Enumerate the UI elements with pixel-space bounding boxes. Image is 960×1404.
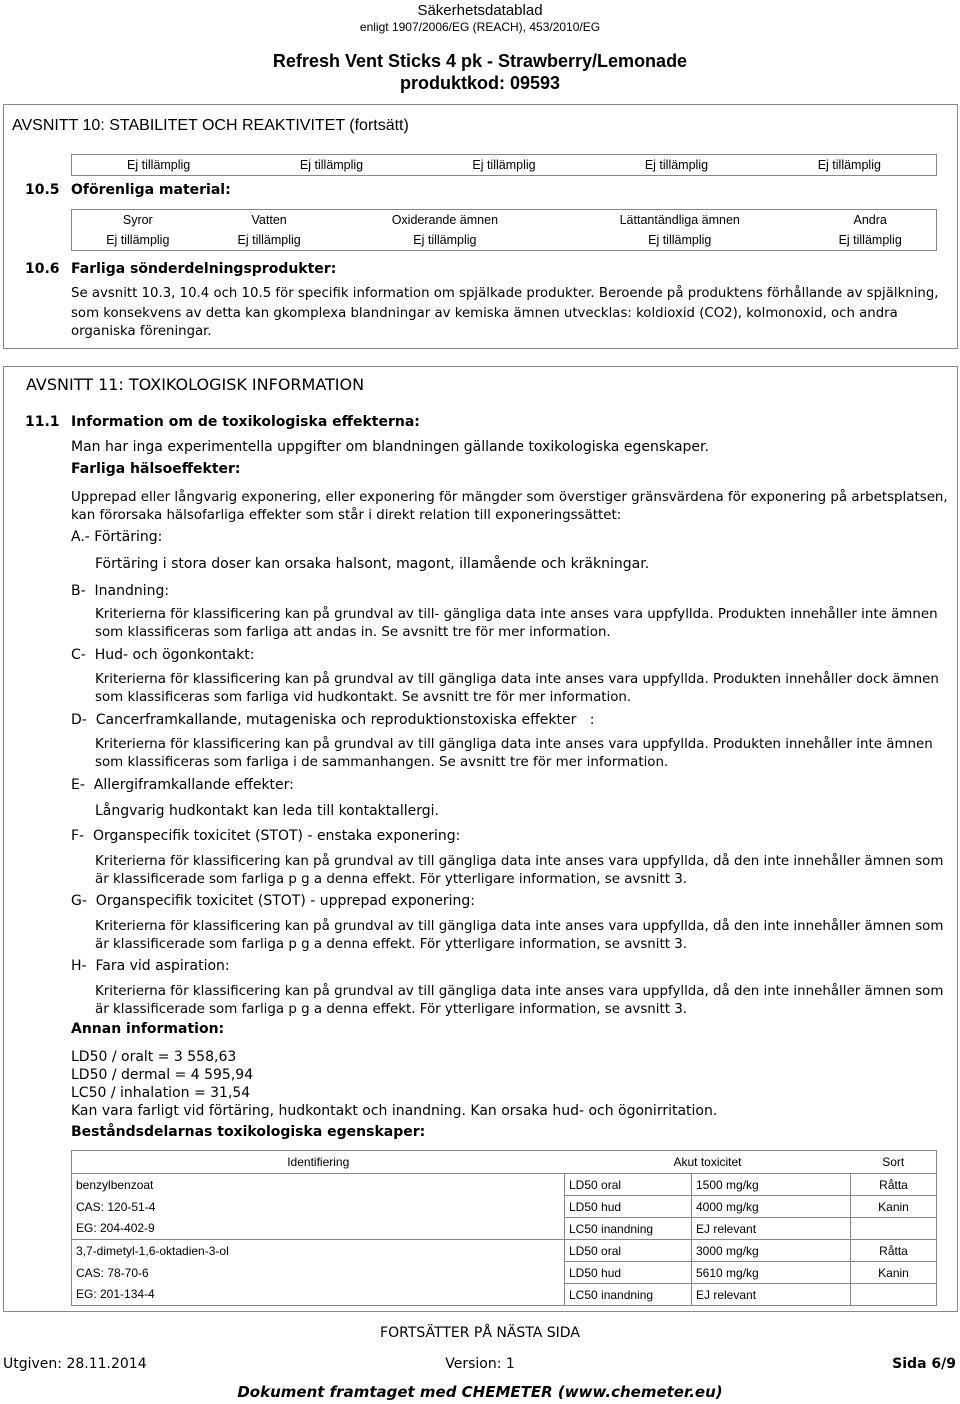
header-cell: Lättantändliga ämnen (619, 213, 740, 227)
s105-table (71, 209, 937, 251)
s106-text-1: Se avsnitt 10.3, 10.4 och 10.5 för specifik information om spjälkade produkter. Beroende på produktens förhållande av spjälkning, (71, 286, 939, 301)
item-b-text-2: som klassificeras som farliga att andas in. Se avsnitt tre för mer information. (95, 625, 611, 640)
table-row (72, 1196, 937, 1218)
other-info-1: LD50 / oralt = 3 558,63 (71, 1049, 237, 1065)
doc-type: Säkerhetsdatablad (417, 2, 543, 19)
test-type: LC50 inandning (565, 1218, 692, 1240)
item-a-label: A.- Förtäring: (71, 529, 163, 545)
item-b-label: B- Inandning: (71, 583, 170, 599)
item-e-label: E- Allergiframkallande effekter: (71, 777, 294, 793)
section-10-top-row (71, 154, 937, 176)
test-type: LC50 inandning (565, 1284, 692, 1306)
substance-name: benzylbenzoat (72, 1174, 565, 1196)
test-value: 4000 mg/kg (692, 1196, 851, 1218)
cell: Ej tillämplig (413, 233, 477, 247)
components-title: Beståndsdelarnas toxikologiska egenskaper: (71, 1124, 426, 1140)
item-d-text-1: Kriterierna för klassificering kan på grundval av till gängliga data inte anses vara uppfyllda. Produkten innehåller inte ämnen (95, 737, 933, 752)
header-sort: Sort (882, 1155, 905, 1169)
table-row (72, 1262, 937, 1284)
table-row (72, 1240, 937, 1262)
regulation: enligt 1907/2006/EG (REACH), 453/2010/EG (359, 20, 601, 34)
cell: Ej tillämplig (106, 233, 170, 247)
s111-title: Information om de toxikologiska effekterna: (71, 414, 420, 430)
header-identifiering: Identifiering (287, 1155, 350, 1169)
header-cell: Syror (122, 213, 153, 227)
other-info-4: Kan vara farligt vid förtäring, hudkontakt och inandning. Kan orsaka hud- och ögonirritation. (71, 1103, 718, 1119)
page-number: Sida 6/9 (892, 1356, 956, 1372)
species: Kanin (851, 1262, 937, 1284)
s106-title: Farliga sönderdelningsprodukter: (71, 261, 337, 277)
continues-note: FORTSÄTTER PÅ NÄSTA SIDA (380, 1325, 580, 1341)
item-c-label: C- Hud- och ögonkontakt: (71, 647, 255, 663)
test-type: LD50 hud (565, 1262, 692, 1284)
test-value: EJ relevant (692, 1284, 851, 1306)
generated-by: Dokument framtaget med CHEMETER (www.chemeter.eu) (237, 1383, 723, 1401)
item-a-text-1: Förtäring i stora doser kan orsaka halsont, magont, illamående och kräkningar. (95, 556, 650, 572)
species (851, 1218, 937, 1240)
version: Version: 1 (445, 1356, 515, 1372)
test-value: 5610 mg/kg (692, 1262, 851, 1284)
s106-text-2: som konsekvens av detta kan gkomplexa blandningar av kemiska ämnen utvecklas: koldioxid (CO2), kolmonoxid, och andra (71, 306, 898, 321)
test-type: LD50 oral (565, 1240, 692, 1262)
item-e-text-1: Långvarig hudkontakt kan leda till kontaktallergi. (95, 803, 439, 819)
header-cell: Andra (853, 213, 887, 227)
species: Råtta (851, 1174, 937, 1196)
cell: Ej tillämplig (644, 158, 709, 172)
s105-number: 10.5 (25, 182, 60, 198)
health-effects-title: Farliga hälsoeffekter: (71, 461, 241, 477)
test-value: 3000 mg/kg (692, 1240, 851, 1262)
item-f-text-1: Kriterierna för klassificering kan på grundval av till gängliga data inte anses vara uppfyllda, då den inte innehåller ämnen som (95, 854, 944, 869)
other-info-title: Annan information: (71, 1021, 225, 1037)
cell: Ej tillämplig (472, 158, 536, 172)
health-text-1: Upprepad eller långvarig exponering, eller exponering för mängder som överstiger gränsvärdena för exponering på arbetsplatsen, (71, 490, 948, 505)
species: Råtta (851, 1240, 937, 1262)
s111-number: 11.1 (25, 414, 60, 430)
item-g-text-1: Kriterierna för klassificering kan på grundval av till gängliga data inte anses vara uppfyllda, då den inte innehåller ämnen som (95, 919, 944, 934)
item-d-text-2: som klassificeras som farliga i de sammanhangen. Se avsnitt tre för mer information. (95, 755, 669, 770)
tox-table (71, 1150, 937, 1306)
test-type: LD50 hud (565, 1196, 692, 1218)
test-type: LD50 oral (565, 1174, 692, 1196)
substance-eg: EG: 204-402-9 (76, 1221, 155, 1236)
substance-cas: CAS: 120-51-4 (76, 1199, 156, 1214)
item-g-text-2: är klassificerade som farliga p g a denna effekt. För ytterligare information, se avsnitt 3. (95, 937, 688, 952)
cell: Ej tillämplig (838, 233, 902, 247)
item-g-label: G- Organspecifik toxicitet (STOT) - upprepad exponering: (71, 893, 475, 909)
cell: Ej tillämplig (299, 158, 364, 172)
cell: Ej tillämplig (648, 233, 712, 247)
s105-title: Oförenliga material: (71, 182, 231, 198)
substance-name: 3,7-dimetyl-1,6-oktadien-3-ol (72, 1240, 565, 1262)
table-row (72, 1174, 937, 1196)
substance-cas: CAS: 78-70-6 (76, 1265, 149, 1280)
substance-eg: EG: 201-134-4 (76, 1287, 155, 1302)
item-h-label: H- Fara vid aspiration: (71, 958, 230, 974)
other-info-3: LC50 / inhalation = 31,54 (71, 1085, 251, 1101)
test-value: EJ relevant (692, 1218, 851, 1240)
table-row (72, 1218, 937, 1240)
section-10-title: AVSNITT 10: STABILITET OCH REAKTIVITET (fortsätt) (12, 117, 409, 134)
section-11-title: AVSNITT 11: TOXIKOLOGISK INFORMATION (26, 375, 365, 394)
s106-number: 10.6 (25, 261, 60, 277)
product-name: Refresh Vent Sticks 4 pk - Strawberry/Lemonade (272, 51, 688, 71)
issued-date: Utgiven: 28.11.2014 (3, 1356, 147, 1372)
cell: Ej tillämplig (127, 158, 191, 172)
s106-text-3: organiska föreningar. (71, 324, 212, 339)
cell: Ej tillämplig (237, 233, 301, 247)
species: Kanin (851, 1196, 937, 1218)
item-c-text-2: som klassificeras som farliga vid hudkontakt. Se avsnitt tre för mer information. (95, 690, 632, 705)
item-d-label: D- Cancerframkallande, mutageniska och reproduktionstoxiska effekter : (71, 712, 595, 728)
item-h-text-2: är klassificerade som farliga p g a denna effekt. För ytterligare information, se avsnitt 3. (95, 1002, 688, 1017)
health-text-2: kan förorsaka hälsofarliga effekter som står i direkt relation till exponeringssättet: (71, 508, 622, 523)
tox-intro: Man har inga experimentella uppgifter om blandningen gällande toxikologiska egenskaper. (71, 439, 709, 455)
item-h-text-1: Kriterierna för klassificering kan på grundval av till gängliga data inte anses vara uppfyllda, då den inte innehåller ämnen som (95, 984, 944, 999)
cell: Ej tillämplig (817, 158, 881, 172)
header-akut-toxicitet: Akut toxicitet (673, 1155, 742, 1169)
table-row (72, 1284, 937, 1306)
item-c-text-1: Kriterierna för klassificering kan på grundval av till gängliga data inte anses vara uppfyllda. Produkten innehåller dock ämnen (95, 672, 939, 687)
other-info-2: LD50 / dermal = 4 595,94 (71, 1067, 254, 1083)
item-f-text-2: är klassificerade som farliga p g a denna effekt. För ytterligare information, se avsnitt 3. (95, 872, 688, 887)
item-f-label: F- Organspecifik toxicitet (STOT) - enstaka exponering: (71, 828, 461, 844)
item-b-text-1: Kriterierna för klassificering kan på grundval av till- gängliga data inte anses vara uppfyllda. Produkten innehåller inte ämnen (95, 607, 938, 622)
test-value: 1500 mg/kg (692, 1174, 851, 1196)
header-cell: Oxiderande ämnen (391, 213, 499, 227)
species (851, 1284, 937, 1306)
product-code: produktkod: 09593 (399, 73, 561, 93)
header-cell: Vatten (251, 213, 287, 227)
